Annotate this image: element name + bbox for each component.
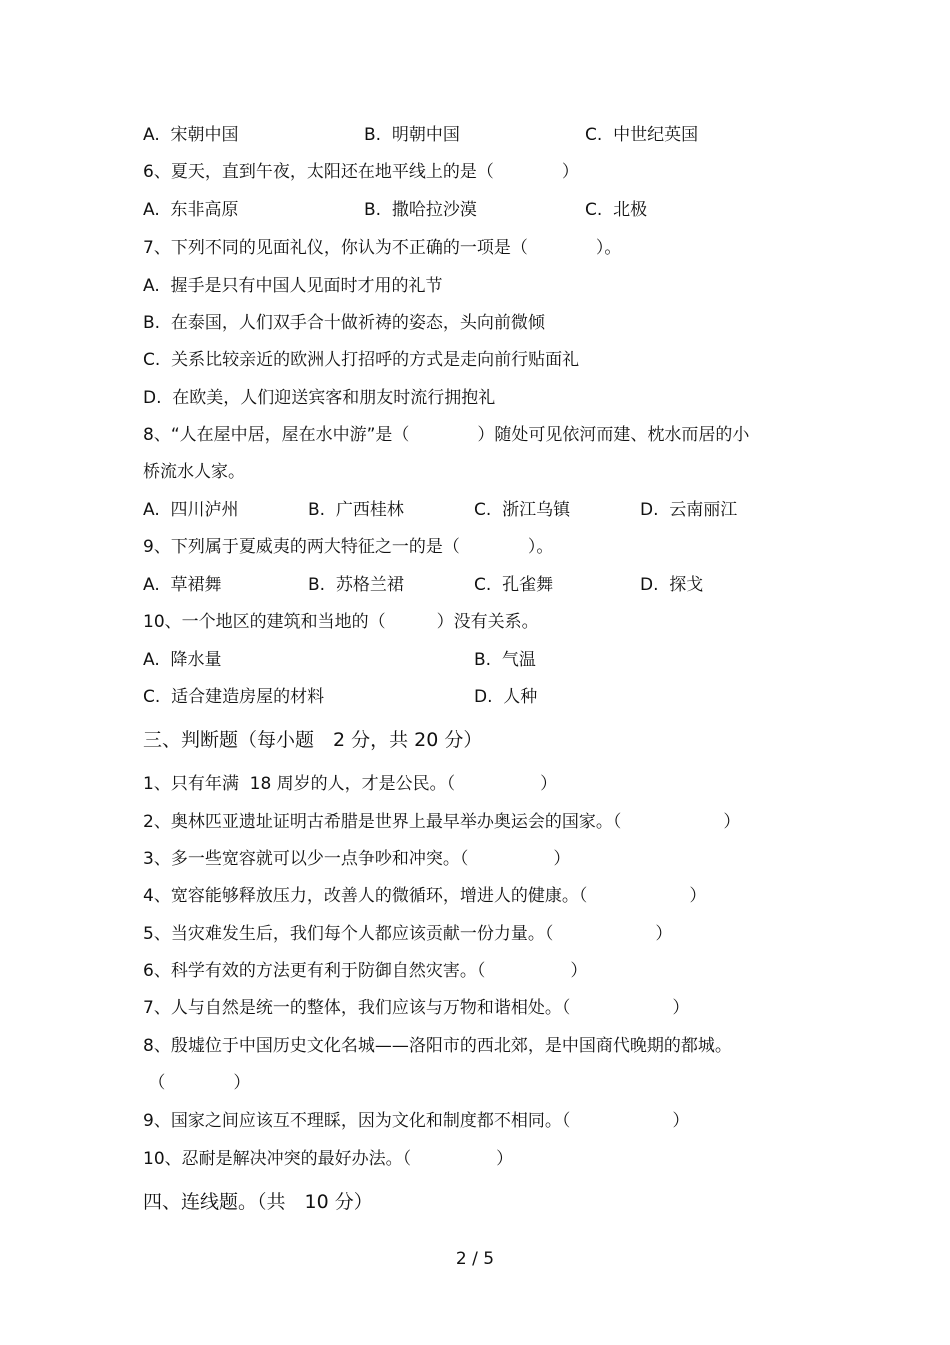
q7-stem: 7、下列不同的见面礼仪，你认为不正确的一项是（ ）。 xyxy=(143,238,622,258)
q9-option-d: D. 探戈 xyxy=(640,575,704,595)
q9-option-a: A. 草裙舞 xyxy=(143,575,222,595)
q6-option-a: A. 东非高原 xyxy=(143,200,239,220)
q8-option-a: A. 四川泸州 xyxy=(143,500,239,520)
s3-item-10: 10、忍耐是解决冲突的最好办法。（ ） xyxy=(143,1149,514,1169)
s3-item-3: 3、多一些宽容就可以少一点争吵和冲突。（ ） xyxy=(143,849,571,869)
s3-item-8: 8、殷墟位于中国历史文化名城——洛阳市的西北郊，是中国商代晚期的都城。 xyxy=(143,1036,732,1056)
q9-option-b: B. 苏格兰裙 xyxy=(308,575,404,595)
q8-option-d: D. 云南丽江 xyxy=(640,500,738,520)
q6-option-b: B. 撒哈拉沙漠 xyxy=(364,200,477,220)
page-number: 2 / 5 xyxy=(455,1249,495,1269)
s3-item-4: 4、宽容能够释放压力，改善人的微循环，增进人的健康。（ ） xyxy=(143,886,707,906)
q5-option-b: B. 明朝中国 xyxy=(364,125,460,145)
q8-stem-line1: 8、“人在屋中居，屋在水中游”是（ ）随处可见依河而建、枕水而居的小 xyxy=(143,425,750,445)
q6-option-c: C. 北极 xyxy=(585,200,648,220)
q5-option-c: C. 中世纪英国 xyxy=(585,125,699,145)
s3-item-6: 6、科学有效的方法更有利于防御自然灾害。（ ） xyxy=(143,961,588,981)
s3-item-2: 2、奥林匹亚遗址证明古希腊是世界上最早举办奥运会的国家。（ ） xyxy=(143,812,741,832)
q7-option-b: B. 在泰国，人们双手合十做祈祷的姿态，头向前微倾 xyxy=(143,313,545,333)
s3-item-9: 9、国家之间应该互不理睬，因为文化和制度都不相同。（ ） xyxy=(143,1111,690,1131)
s3-item-7: 7、人与自然是统一的整体，我们应该与万物和谐相处。（ ） xyxy=(143,998,690,1018)
q7-option-d: D. 在欧美，人们迎送宾客和朋友时流行拥抱礼 xyxy=(143,388,496,408)
q8-option-c: C. 浙江乌镇 xyxy=(474,500,571,520)
q9-stem: 9、下列属于夏威夷的两大特征之一的是（ ）。 xyxy=(143,537,554,557)
q10-option-b: B. 气温 xyxy=(474,650,536,670)
q10-stem: 10、一个地区的建筑和当地的（ ）没有关系。 xyxy=(143,612,539,632)
q8-stem-line2: 桥流水人家。 xyxy=(143,462,245,482)
q7-option-a: A. 握手是只有中国人见面时才用的礼节 xyxy=(143,276,443,296)
q9-option-c: C. 孔雀舞 xyxy=(474,575,554,595)
s3-item-8-blank: （ ） xyxy=(143,1073,251,1093)
q6-stem: 6、夏天，直到午夜，太阳还在地平线上的是（ ） xyxy=(143,162,579,182)
q10-option-a: A. 降水量 xyxy=(143,650,222,670)
q5-option-a: A. 宋朝中国 xyxy=(143,125,239,145)
q7-option-c: C. 关系比较亲近的欧洲人打招呼的方式是走向前行贴面礼 xyxy=(143,350,580,370)
section3-title: 三、判断题（每小题 2 分，共 20 分） xyxy=(143,729,483,751)
s3-item-5: 5、当灾难发生后，我们每个人都应该贡献一份力量。（ ） xyxy=(143,924,673,944)
q10-option-c: C. 适合建造房屋的材料 xyxy=(143,687,325,707)
s3-item-1: 1、只有年满 18 周岁的人，才是公民。（ ） xyxy=(143,774,558,794)
section4-title: 四、连线题。（共 10 分） xyxy=(143,1191,373,1213)
q8-option-b: B. 广西桂林 xyxy=(308,500,404,520)
q10-option-d: D. 人种 xyxy=(474,687,538,707)
